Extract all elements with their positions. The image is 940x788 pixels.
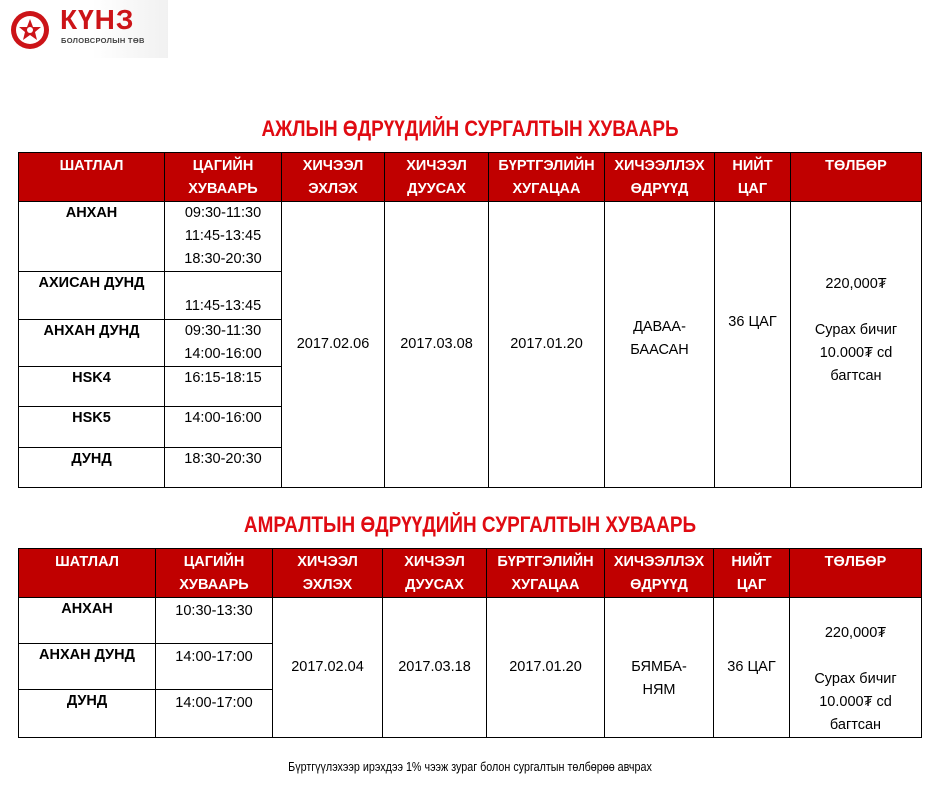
level-cell: HSK5 <box>19 407 165 448</box>
weekend-header-row <box>19 549 922 598</box>
logo-star-icon <box>10 10 50 50</box>
logo-subtitle: БОЛОВСРОЛЫН ТӨВ <box>61 36 145 45</box>
days-cell: БЯМБА- НЯМ <box>605 598 714 738</box>
registration-date-cell: 2017.01.20 <box>487 598 605 738</box>
time-cell: 09:30-11:30 11:45-13:45 18:30-20:30 <box>165 202 282 272</box>
weekend-schedule-table <box>18 548 922 738</box>
weekday-title: АЖЛЫН ӨДРҮҮДИЙН СУРГАЛТЫН ХУВААРЬ <box>261 116 679 141</box>
time-cell: 14:00-17:00 <box>156 644 273 690</box>
weekday-schedule-table <box>18 152 922 488</box>
col-header-hours: НИЙТ ЦАГ <box>715 153 791 202</box>
weekday-header-row <box>19 153 922 202</box>
time-cell: 14:00-17:00 <box>156 690 273 738</box>
table-row <box>19 202 922 272</box>
col-header-hours: НИЙТ ЦАГ <box>714 549 790 598</box>
col-header-start: ХИЧЭЭЛ ЭХЛЭХ <box>282 153 385 202</box>
level-cell: АНХАН <box>19 598 156 644</box>
col-header-registration: БҮРТГЭЛИЙН ХУГАЦАА <box>487 549 605 598</box>
end-date-cell: 2017.03.18 <box>383 598 487 738</box>
end-date-cell: 2017.03.08 <box>385 202 489 488</box>
weekend-title: АМРАЛТЫН ӨДРҮҮДИЙН СУРГАЛТЫН ХУВААРЬ <box>243 512 697 537</box>
level-cell: АНХАН ДУНД <box>19 320 165 367</box>
level-cell: АНХАН <box>19 202 165 272</box>
days-cell: ДАВАА- БААСАН <box>605 202 715 488</box>
time-cell: 16:15-18:15 <box>165 367 282 407</box>
time-cell: 18:30-20:30 <box>165 448 282 488</box>
col-header-days: ХИЧЭЭЛЛЭХ ӨДРҮҮД <box>605 153 715 202</box>
col-header-level: ШАТЛАЛ <box>19 549 156 598</box>
fee-cell: 220,000₮ Сурах бичиг 10.000₮ cd багтсан <box>790 598 922 738</box>
col-header-time: ЦАГИЙН ХУВААРЬ <box>156 549 273 598</box>
level-cell: HSK4 <box>19 367 165 407</box>
col-header-level: ШАТЛАЛ <box>19 153 165 202</box>
col-header-start: ХИЧЭЭЛ ЭХЛЭХ <box>273 549 383 598</box>
col-header-registration: БҮРТГЭЛИЙН ХУГАЦАА <box>489 153 605 202</box>
col-header-fee: ТӨЛБӨР <box>790 549 922 598</box>
time-cell: 11:45-13:45 <box>165 272 282 320</box>
col-header-end: ХИЧЭЭЛ ДУУСАХ <box>383 549 487 598</box>
col-header-fee: ТӨЛБӨР <box>791 153 922 202</box>
time-cell: 10:30-13:30 <box>156 598 273 644</box>
start-date-cell: 2017.02.06 <box>282 202 385 488</box>
logo-name: КҮНЗ <box>60 4 135 35</box>
logo <box>0 0 168 58</box>
registration-date-cell: 2017.01.20 <box>489 202 605 488</box>
time-cell: 14:00-16:00 <box>165 407 282 448</box>
time-cell: 09:30-11:30 14:00-16:00 <box>165 320 282 367</box>
hours-cell: 36 ЦАГ <box>715 202 791 488</box>
footnote: Бүртгүүлэхээр ирэхдээ 1% чээж зураг болон сургалтын төлбөрөө авчрах <box>288 760 652 774</box>
level-cell: ДУНД <box>19 690 156 738</box>
col-header-time: ЦАГИЙН ХУВААРЬ <box>165 153 282 202</box>
start-date-cell: 2017.02.04 <box>273 598 383 738</box>
table-row <box>19 598 922 644</box>
level-cell: ДУНД <box>19 448 165 488</box>
level-cell: АХИСАН ДУНД <box>19 272 165 320</box>
col-header-days: ХИЧЭЭЛЛЭХ ӨДРҮҮД <box>605 549 714 598</box>
hours-cell: 36 ЦАГ <box>714 598 790 738</box>
col-header-end: ХИЧЭЭЛ ДУУСАХ <box>385 153 489 202</box>
fee-cell: 220,000₮ Сурах бичиг 10.000₮ cd багтсан <box>791 202 922 488</box>
level-cell: АНХАН ДУНД <box>19 644 156 690</box>
